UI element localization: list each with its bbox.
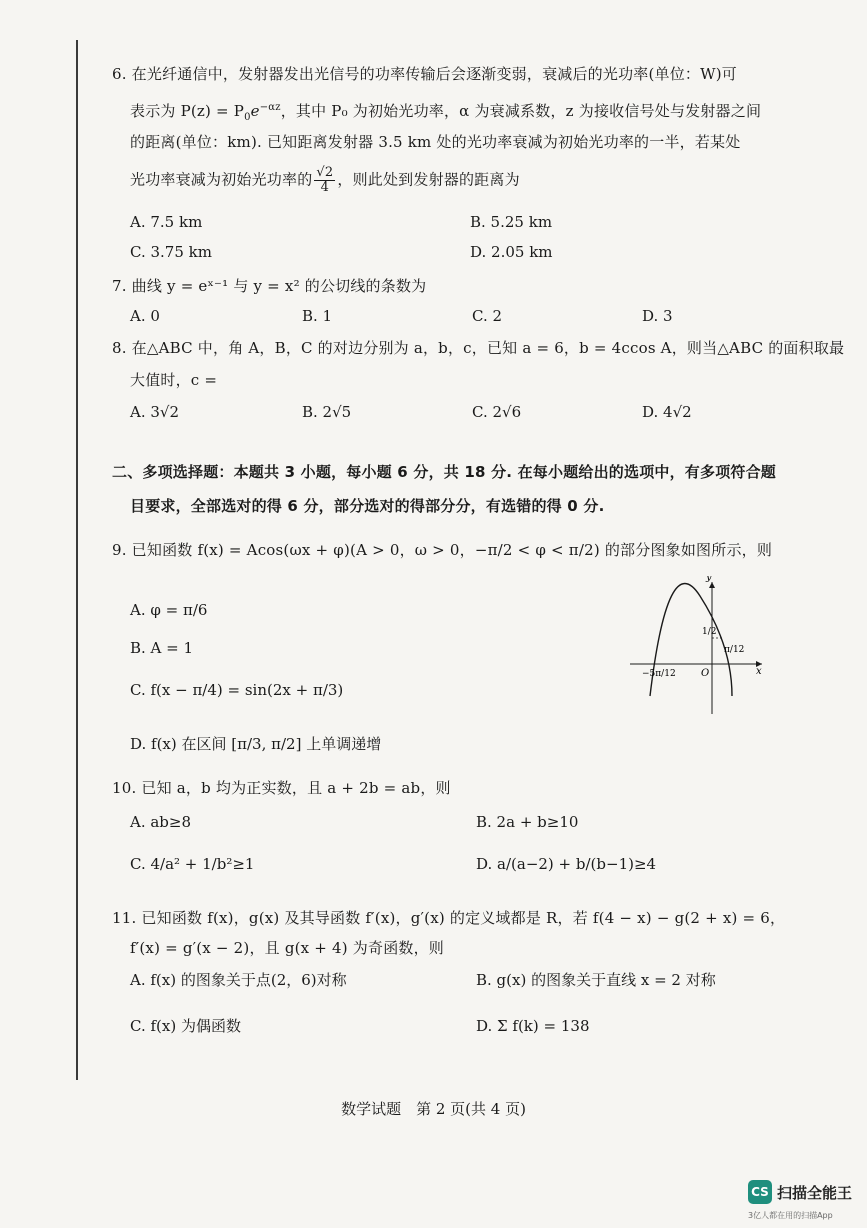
q6-line4-pre: 光功率衰减为初始光功率的 [130,170,313,189]
q8-line1: 8. 在△ABC 中，角 A，B，C 的对边分别为 a，b，c，已知 a = 6，b = 4ccos A，则当△ABC 的面积取最 [112,339,845,357]
q6-line3: 的距离(单位：km). 已知距离发射器 3.5 km 处的光功率衰减为初始光功率的一半，若某处 [130,133,741,151]
q6-option-d: D. 2.05 km [470,243,553,261]
q11-line2: f′(x) = g′(x − 2)，且 g(x + 4) 为奇函数，则 [130,939,444,957]
q9-option-a: A. φ = π/6 [130,601,208,619]
q6-option-b: B. 5.25 km [470,213,553,231]
q9-option-d: D. f(x) 在区间 [π/3, π/2] 上单调递增 [130,735,382,753]
binding-line [76,40,78,1080]
q11-line1: 11. 已知函数 f(x)，g(x) 及其导函数 f′(x)，g′(x) 的定义域都是 R，若 f(4 − x) − g(2 + x) = 6， [112,909,786,927]
q6-line2-post: ，其中 P₀ 为初始光功率，α 为衰减系数，z 为接收信号处与发射器之间 [280,102,762,120]
q10-option-d: D. a/(a−2) + b/(b−1)≥4 [476,855,657,873]
cosine-curve [650,584,732,697]
cs-logo-icon: CS [748,1180,772,1204]
q7-option-a: A. 0 [130,307,160,325]
q10-option-c: C. 4/a² + 1/b²≥1 [130,855,255,873]
y-intercept-label: 1/2 [702,627,717,637]
origin-label: O [701,668,710,679]
q11-option-d: D. Σ f(k) = 138 [476,1017,590,1035]
q6-option-c: C. 3.75 km [130,243,212,261]
q8-option-d: D. 4√2 [642,403,692,421]
q6-option-a: A. 7.5 km [130,213,203,231]
q6-line1: 6. 在光纤通信中，发射器发出光信号的功率传输后会逐渐变弱，衰减后的光功率(单位：W)可 [112,65,738,83]
q6-line2: 表示为 $P(z) = P_0e^{-\alpha z}$，其中 P₀ 为初始光功率，α 为衰减系数，z 为接收信号处与发射器之间 [130,102,762,123]
q7-option-c: C. 2 [472,307,503,325]
q10-option-a: A. ab≥8 [130,813,192,831]
section2-line1: 二、多项选择题：本题共 3 小题，每小题 6 分，共 18 分. 在每小题给出的选项中，有多项符合题 [112,463,777,481]
page-footer: 数学试题 第 2 页(共 4 页) [341,1100,526,1118]
q7-option-d: D. 3 [642,307,673,325]
q7-option-b: B. 1 [302,307,333,325]
x-axis-label: x [756,666,762,677]
q10-text: 10. 已知 a，b 均为正实数，且 a + 2b = ab，则 [112,779,451,797]
q6-line4 [130,166,520,195]
q11-option-a: A. f(x) 的图象关于点(2，6)对称 [130,971,347,989]
q10-option-b: B. 2a + b≥10 [476,813,579,831]
q7-text: 7. 曲线 y = eˣ⁻¹ 与 y = x² 的公切线的条数为 [112,277,427,295]
q8-option-a: A. 3√2 [130,403,180,421]
q9-option-b: B. A = 1 [130,639,194,657]
scanner-watermark [748,1180,858,1224]
q9-option-c: C. f(x − π/4) = sin(2x + π/3) [130,681,344,699]
watermark-name: 扫描全能王 [777,1184,853,1202]
q6-line4-post: ，则此处到发射器的距离为 [337,170,520,189]
y-axis-label: y [706,576,712,583]
q11-option-c: C. f(x) 为偶函数 [130,1017,241,1035]
q8-option-c: C. 2√6 [472,403,522,421]
section2-line2: 目要求，全部选对的得 6 分，部分选对的得部分分，有选错的得 0 分. [130,497,605,515]
q6-line2-pre: 表示为 P(z) = P [130,102,245,120]
q11-option-b: B. g(x) 的图象关于直线 x = 2 对称 [476,971,716,989]
q9-cosine-graph [628,576,768,716]
q8-line2: 大值时，c = [130,371,218,389]
q8-option-b: B. 2√5 [302,403,352,421]
q9-text: 9. 已知函数 f(x) = Acos(ωx + φ)(A > 0，ω > 0，−π/2 < φ < π/2) 的部分图象如图所示，则 [112,541,773,559]
positive-root-label: π/12 [724,645,745,655]
watermark-tagline: 3亿人都在用的扫描App [748,1211,833,1220]
q6-fraction: $\frac{√2}{4}$ [316,165,334,195]
negative-root-label: −5π/12 [642,669,676,679]
